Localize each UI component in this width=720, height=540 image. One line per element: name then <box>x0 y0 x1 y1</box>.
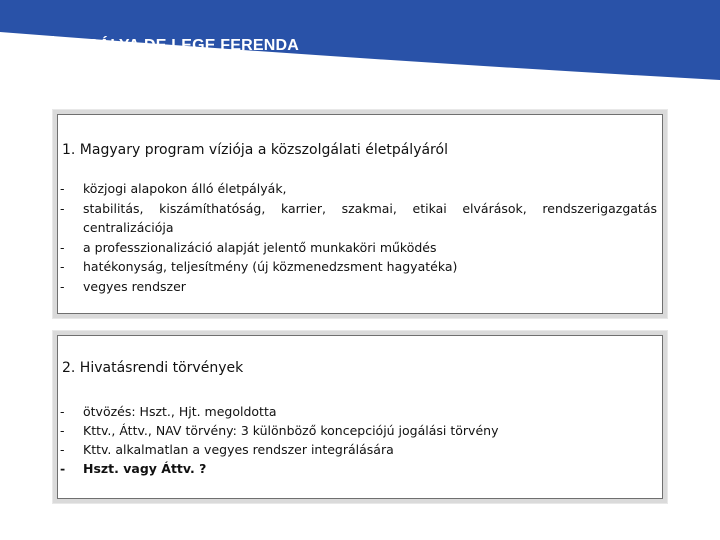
header-banner <box>0 0 720 84</box>
dash-marker: - <box>60 278 65 294</box>
list-item-text: közjogi alapokon álló életpályák, <box>83 181 287 196</box>
list-item <box>57 257 663 277</box>
list-item-text: vegyes rendszer <box>83 278 186 294</box>
bullet-list <box>57 179 663 297</box>
dash-marker: - <box>60 461 66 476</box>
list-item-text: a professzionalizáció alapját jelentő munkaköri működés <box>83 239 437 255</box>
dash-marker: - <box>60 200 65 216</box>
list-item <box>57 238 663 258</box>
dash-marker: - <box>60 423 65 438</box>
list-item-text: ötvözés: Hszt., Hjt. megoldotta <box>83 404 277 419</box>
dash-marker: - <box>60 239 65 255</box>
dash-marker: - <box>60 404 65 419</box>
list-item-text: hatékonyság, teljesítmény (új közmenedzsment hagyatéka) <box>83 259 458 275</box>
dash-marker: - <box>60 181 65 196</box>
dash-marker: - <box>60 442 65 457</box>
list-item <box>57 277 663 297</box>
list-item <box>57 402 663 421</box>
list-item-text: stabilitás, kiszámíthatóság, karrier, szakmai, etikai elvárások, rendszerigazgatás <box>83 200 657 216</box>
list-item <box>57 459 663 478</box>
section-title: 1. Magyary program víziója a közszolgálati életpályáról <box>62 142 448 158</box>
dash-marker: - <box>60 259 65 275</box>
list-item <box>57 421 663 440</box>
list-item-text: Hszt. vagy Áttv. ? <box>83 461 207 476</box>
section-title: 2. Hivatásrendi törvények <box>62 360 244 376</box>
list-item-text: Kttv. alkalmatlan a vegyes rendszer integrálására <box>83 442 394 457</box>
list-item-text: Kttv., Áttv., NAV törvény: 3 különböző koncepciójú jogálási törvény <box>83 423 499 438</box>
list-item <box>57 199 663 219</box>
section-box-hivatasrendi <box>53 331 667 503</box>
list-item <box>57 179 663 199</box>
section-box-magyary <box>53 110 667 318</box>
list-item-text: centralizációja <box>83 220 174 236</box>
bullet-list <box>57 402 663 478</box>
page-title: ÉLETPÁLYA DE LEGE FERENDA <box>46 37 300 54</box>
list-item <box>57 440 663 459</box>
list-item-continuation <box>57 218 663 238</box>
